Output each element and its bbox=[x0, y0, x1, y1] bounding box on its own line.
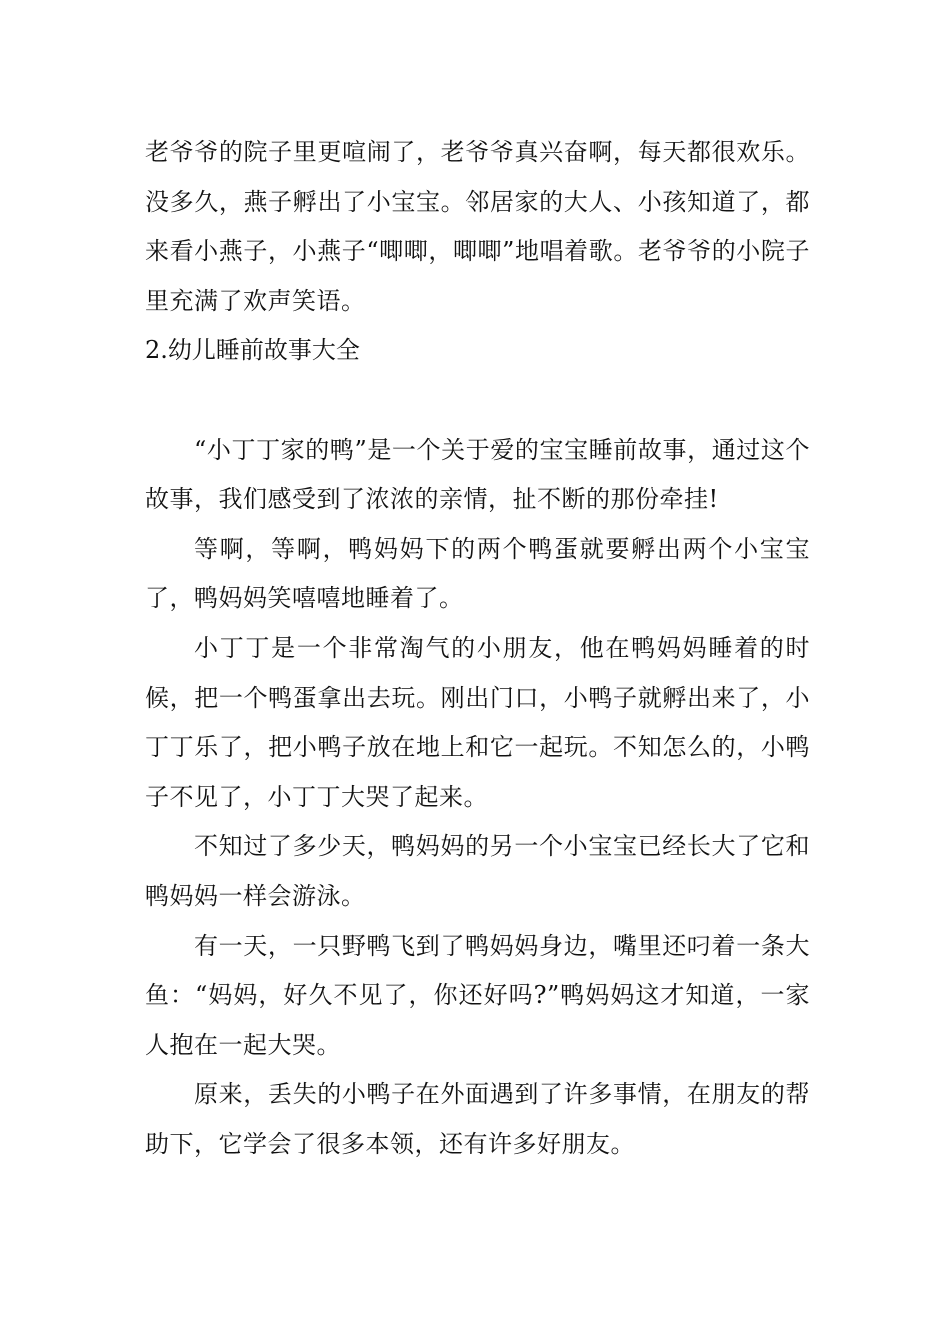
intro-paragraph: 老爷爷的院子里更喧闹了，老爷爷真兴奋啊，每天都很欢乐。没多久，燕子孵出了小宝宝。邻居家的大人、小孩知道了，都来看小燕子，小燕子“唧唧，唧唧”地唱着歌。老爷爷的小院子里充满了欢声笑语。 bbox=[145, 138, 810, 315]
story-paragraph: 有一天，一只野鸭飞到了鸭妈妈身边，嘴里还叼着一条大鱼：“妈妈，好久不见了，你还好吗?”鸭妈妈这才知道，一家人抱在一起大哭。 bbox=[145, 931, 810, 1059]
story-paragraph: 小丁丁是一个非常淘气的小朋友，他在鸭妈妈睡着的时候，把一个鸭蛋拿出去玩。刚出门口，小鸭子就孵出来了，小丁丁乐了，把小鸭子放在地上和它一起玩。不知怎么的，小鸭子不见了，小丁丁大哭了起来。 bbox=[145, 633, 810, 811]
story-paragraph: 等啊，等啊，鸭妈妈下的两个鸭蛋就要孵出两个小宝宝了，鸭妈妈笑嘻嘻地睡着了。 bbox=[145, 534, 810, 613]
story-paragraph: “小丁丁家的鸭”是一个关于爱的宝宝睡前故事，通过这个故事，我们感受到了浓浓的亲情，扯不断的那份牵挂! bbox=[145, 435, 810, 514]
document-body bbox=[145, 128, 810, 1169]
section-heading: 2.幼儿睡前故事大全 bbox=[145, 336, 360, 365]
blank-line bbox=[145, 376, 810, 426]
story-paragraph: 原来，丢失的小鸭子在外面遇到了许多事情，在朋友的帮助下，它学会了很多本领，还有许多好朋友。 bbox=[145, 1080, 810, 1158]
story-paragraph: 不知过了多少天，鸭妈妈的另一个小宝宝已经长大了它和鸭妈妈一样会游泳。 bbox=[145, 832, 810, 910]
